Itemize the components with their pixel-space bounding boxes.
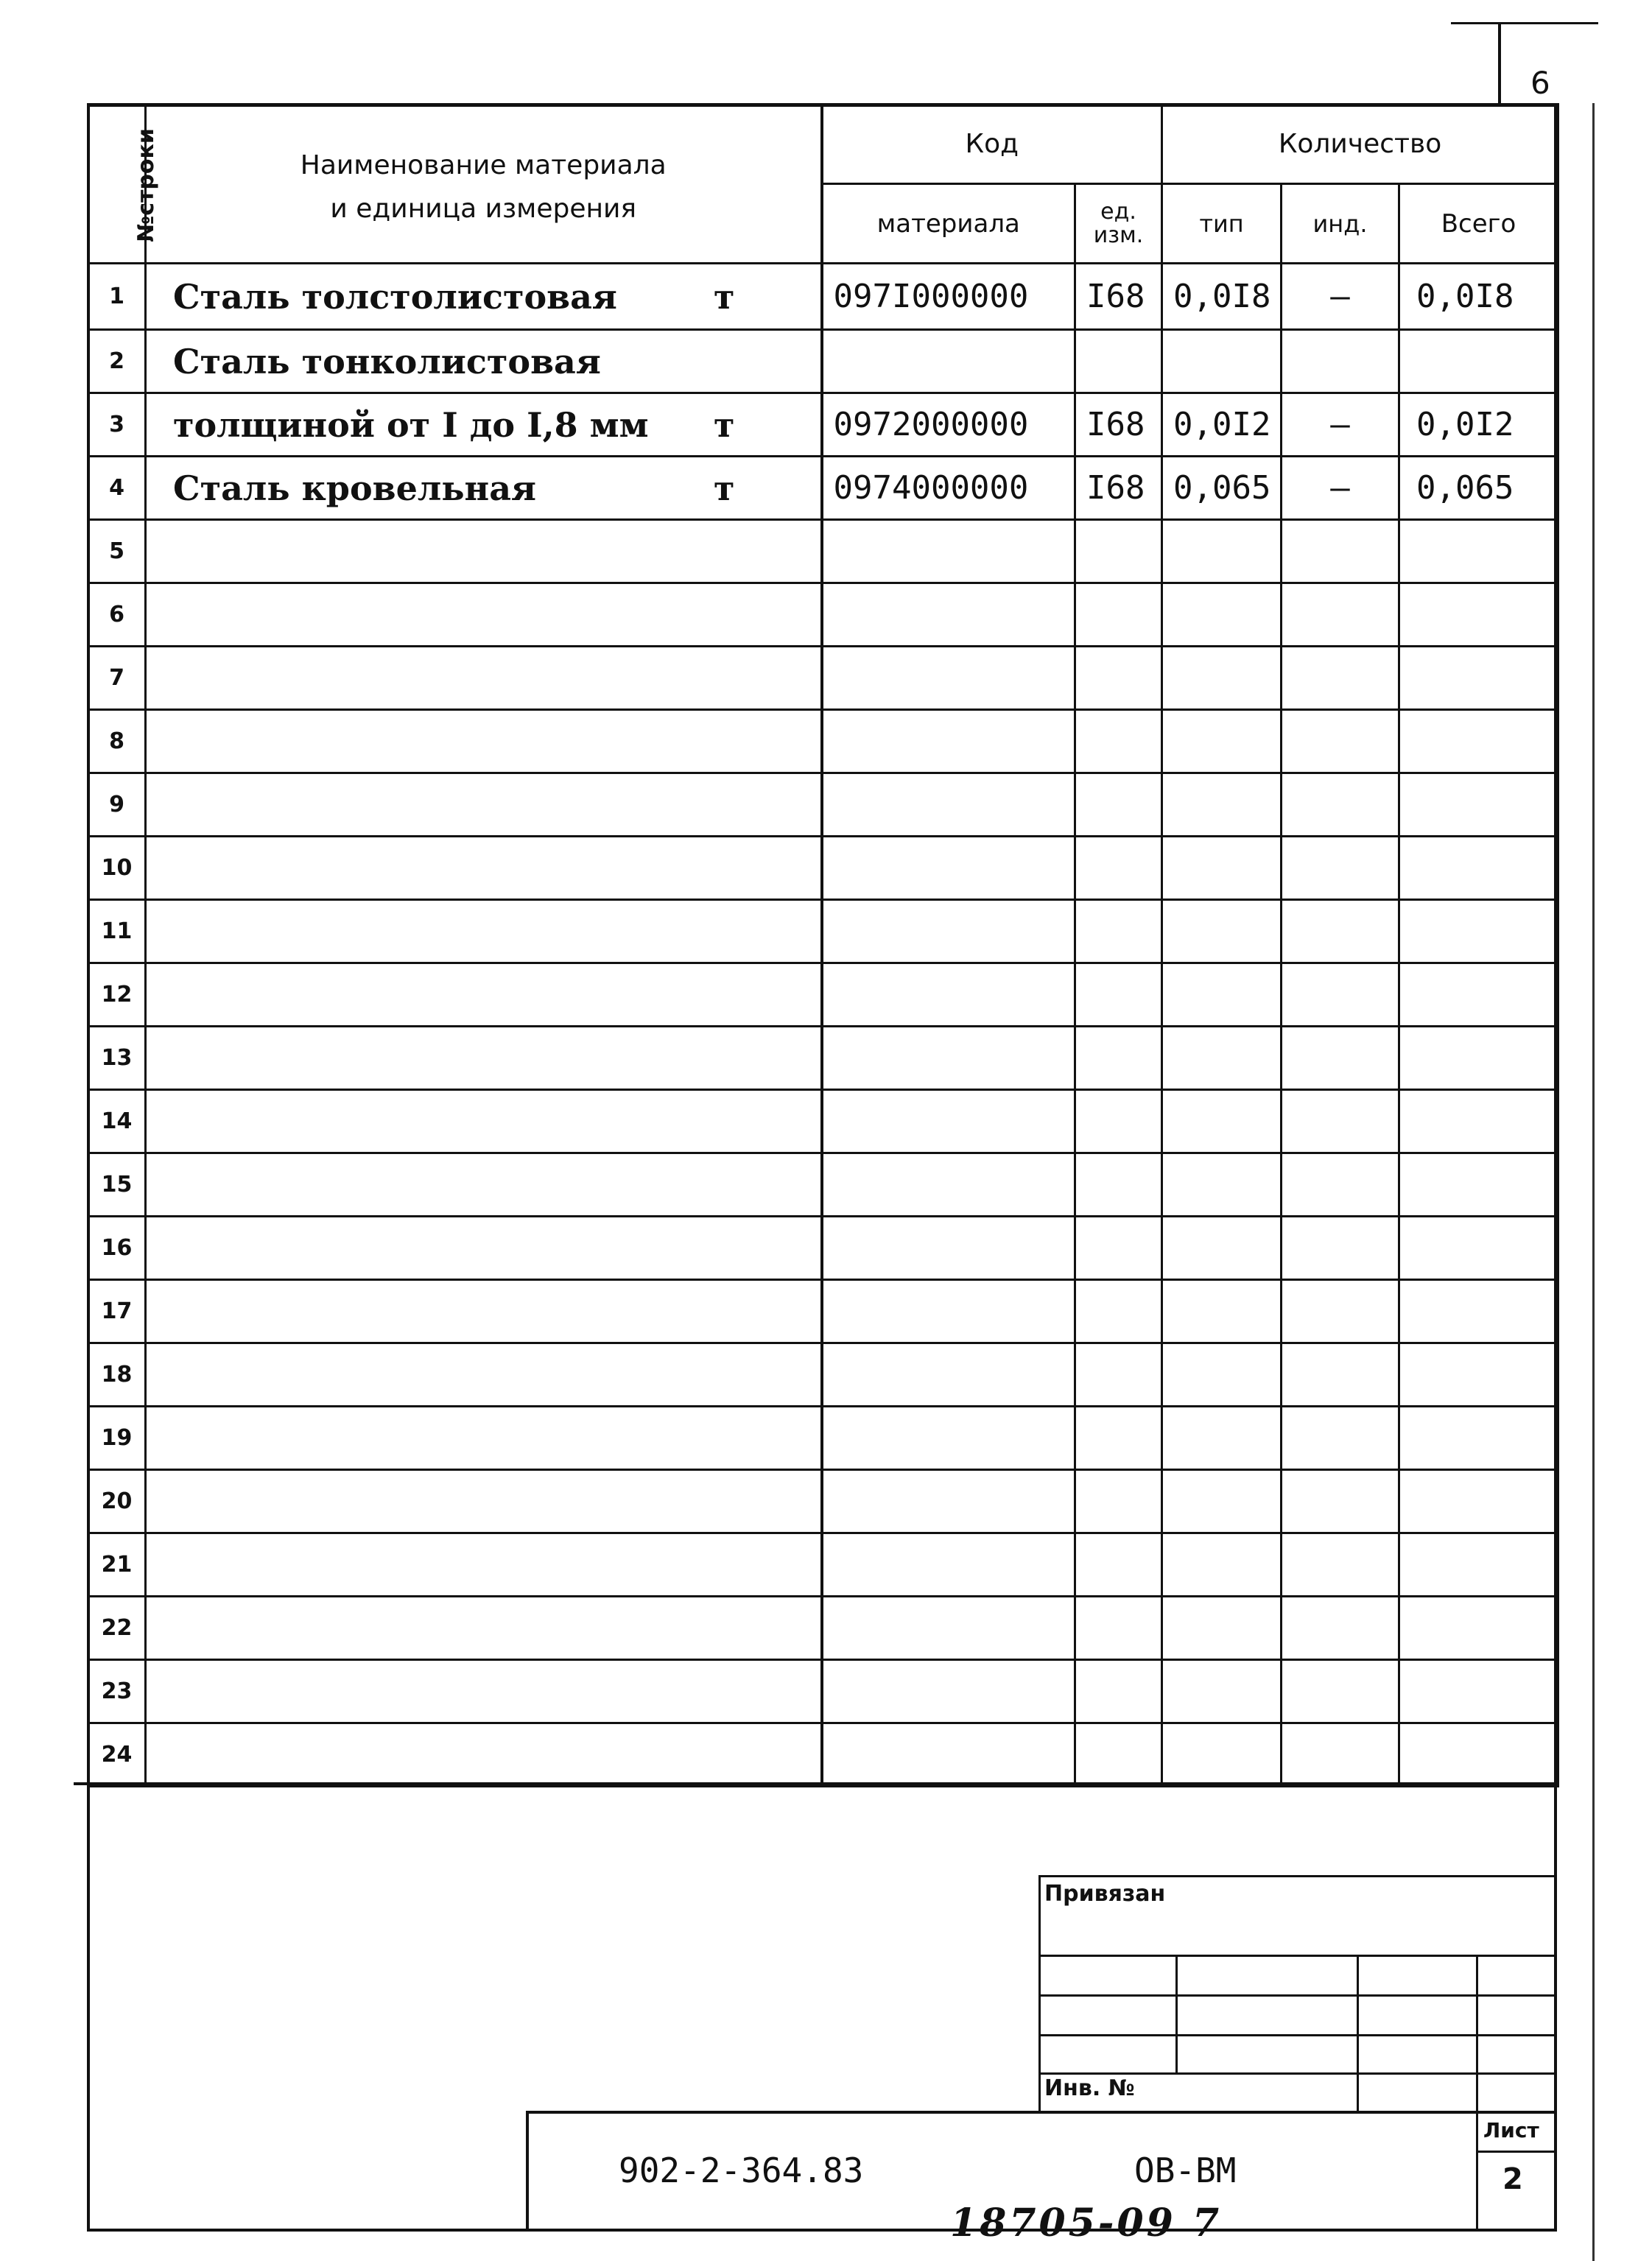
row-number: 9 [88,773,146,837]
material-code: 0972000000 [822,393,1075,457]
table-bottom-rule [74,1782,1557,1785]
quantity-type [1162,963,1282,1027]
quantity-total [1399,1407,1558,1470]
quantity-type [1162,1723,1282,1787]
material-code: 097I000000 [822,264,1075,330]
table-row [88,1153,1558,1217]
header-row-top [88,105,1558,184]
material-code [822,1597,1075,1660]
material-name-text: Сталь толстолистовая [173,276,617,317]
row-number: 23 [88,1660,146,1723]
material-code [822,1407,1075,1470]
row-number: 2 [88,330,146,393]
material-unit: т [714,468,735,508]
quantity-ind [1282,1153,1399,1217]
total-header: Всего [1399,184,1558,264]
unit-code: I68 [1075,457,1162,520]
row-number: 21 [88,1533,146,1597]
material-code: 0974000000 [822,457,1075,520]
material-code [822,1343,1075,1407]
row-number: 20 [88,1470,146,1533]
unit-code [1075,520,1162,583]
row-number-header [88,105,159,264]
quantity-ind [1282,710,1399,773]
material-name [146,837,822,900]
quantity-ind [1282,647,1399,710]
unit-code-header [1075,184,1162,264]
row-number: 5 [88,520,146,583]
quantity-ind [1282,1027,1399,1090]
quantity-type [1162,1470,1282,1533]
quantity-total [1399,583,1558,647]
stamp-grid-line-4 [1038,2072,1557,2075]
material-name [146,264,822,330]
quantity-ind [1282,330,1399,393]
table-row [88,837,1558,900]
table-row [88,393,1558,457]
material-code [822,1470,1075,1533]
unit-code [1075,1090,1162,1153]
quantity-ind [1282,1217,1399,1280]
ind-header: инд. [1282,184,1399,264]
material-code [822,710,1075,773]
material-name [146,1217,822,1280]
row-number: 4 [88,457,146,520]
material-unit: т [714,404,735,445]
quantity-type [1162,837,1282,900]
material-code [822,1217,1075,1280]
unit-code [1075,1660,1162,1723]
table-row [88,773,1558,837]
quantity-type [1162,1153,1282,1217]
material-code [822,1280,1075,1343]
material-code [822,520,1075,583]
material-name [146,1533,822,1597]
row-number: 24 [88,1723,146,1787]
unit-code [1075,1533,1162,1597]
quantity-total [1399,1343,1558,1407]
quantity-total [1399,773,1558,837]
quantity-type [1162,900,1282,963]
unit-code [1075,900,1162,963]
material-name-text: Сталь тонколистовая [173,341,601,381]
unit-code [1075,773,1162,837]
quantity-total [1399,1660,1558,1723]
inventory-number-label: Инв. № [1044,2075,1135,2101]
materials-table [87,103,1559,1787]
quantity-type [1162,1280,1282,1343]
corner-divider [1498,22,1501,103]
stamp-grid-line-2 [1038,1994,1557,1997]
table-row [88,1217,1558,1280]
material-name [146,1027,822,1090]
material-code [822,963,1075,1027]
quantity-ind [1282,1407,1399,1470]
row-number: 19 [88,1407,146,1470]
quantity-type [1162,1027,1282,1090]
quantity-ind [1282,837,1399,900]
material-code [822,1660,1075,1723]
material-code [822,1153,1075,1217]
row-number: 7 [88,647,146,710]
quantity-type [1162,1660,1282,1723]
material-name [146,1407,822,1470]
material-name [146,963,822,1027]
row-number: 11 [88,900,146,963]
sheet-number: 2 [1502,2162,1523,2196]
row-number: 16 [88,1217,146,1280]
quantity-total [1399,710,1558,773]
row-number: 13 [88,1027,146,1090]
quantity-ind [1282,1280,1399,1343]
unit-code [1075,1280,1162,1343]
stamp-left-line [1038,1875,1041,2111]
handwritten-number: 18705-09 7 [950,2201,1223,2246]
stamp-col-line-2 [1357,1955,1359,2111]
unit-code [1075,1470,1162,1533]
table-row [88,1343,1558,1407]
material-name-text: Сталь кровельная [173,468,536,508]
quantity-total [1399,1597,1558,1660]
quantity-ind [1282,773,1399,837]
table-row [88,963,1558,1027]
row-number: 3 [88,393,146,457]
unit-code [1075,583,1162,647]
table-row [88,330,1558,393]
unit-code [1075,1217,1162,1280]
quantity-ind [1282,1660,1399,1723]
material-code [822,647,1075,710]
quantity-total [1399,647,1558,710]
material-name [146,1470,822,1533]
row-number: 1 [88,264,146,330]
table-row [88,1027,1558,1090]
quantity-type [1162,583,1282,647]
unit-code-header-line1: ед. [1100,198,1136,225]
row-number-header-label: №строки [133,128,159,242]
table-row [88,520,1558,583]
material-name [146,457,822,520]
table-row [88,1280,1558,1343]
unit-code [1075,330,1162,393]
table-row [88,264,1558,330]
unit-code: I68 [1075,264,1162,330]
quantity-type [1162,1090,1282,1153]
material-code-header: материала [822,184,1075,264]
quantity-ind [1282,1470,1399,1533]
stamp-col-line-3 [1476,1955,1478,2232]
quantity-ind [1282,1723,1399,1787]
material-name [146,1090,822,1153]
material-name [146,583,822,647]
unit-code [1075,837,1162,900]
material-name [146,900,822,963]
unit-code [1075,1027,1162,1090]
quantity-ind [1282,963,1399,1027]
material-code [822,837,1075,900]
name-header [146,105,822,264]
title-strip-top [526,2111,1557,2114]
material-code [822,330,1075,393]
material-name [146,1343,822,1407]
material-name [146,1153,822,1217]
row-number: 14 [88,1090,146,1153]
quantity-type [1162,773,1282,837]
sheet-edge [1592,103,1595,2261]
title-strip-left [526,2111,529,2232]
quantity-ind [1282,1343,1399,1407]
material-code [822,583,1075,647]
quantity-ind: – [1282,393,1399,457]
row-number: 17 [88,1280,146,1343]
material-name [146,330,822,393]
unit-code: I68 [1075,393,1162,457]
quantity-total [1399,1153,1558,1217]
quantity-type [1162,1533,1282,1597]
material-name [146,773,822,837]
row-number: 10 [88,837,146,900]
material-name [146,1660,822,1723]
unit-code [1075,1723,1162,1787]
row-number: 12 [88,963,146,1027]
unit-code-header-line2: изм. [1093,222,1144,248]
quantity-ind [1282,1533,1399,1597]
quantity-type [1162,520,1282,583]
table-row [88,1597,1558,1660]
quantity-type: 0,065 [1162,457,1282,520]
quantity-type [1162,1217,1282,1280]
quantity-total [1399,900,1558,963]
unit-code [1075,963,1162,1027]
stamp-col-line-1 [1175,1955,1178,2072]
material-code [822,1027,1075,1090]
material-code [822,1533,1075,1597]
type-header: тип [1162,184,1282,264]
quantity-total [1399,963,1558,1027]
quantity-type [1162,1597,1282,1660]
quantity-type [1162,330,1282,393]
quantity-total [1399,1090,1558,1153]
materials-table-body [88,105,1558,1787]
quantity-type [1162,647,1282,710]
quantity-ind [1282,583,1399,647]
material-name [146,1597,822,1660]
quantity-header: Количество [1162,105,1558,184]
unit-code [1075,1343,1162,1407]
table-row [88,1407,1558,1470]
sheet-label-line [1476,2151,1557,2153]
material-unit: т [714,276,735,317]
quantity-total [1399,837,1558,900]
table-row [88,1470,1558,1533]
row-number: 15 [88,1153,146,1217]
material-name [146,1723,822,1787]
quantity-total [1399,1027,1558,1090]
quantity-ind [1282,1090,1399,1153]
material-name [146,393,822,457]
document-mark: ОВ-ВМ [1134,2151,1237,2190]
table-row [88,1090,1558,1153]
quantity-ind: – [1282,457,1399,520]
name-header-line1: Наименование материала [300,150,667,180]
quantity-total [1399,520,1558,583]
quantity-total [1399,1723,1558,1787]
material-code [822,773,1075,837]
quantity-total [1399,1533,1558,1597]
unit-code [1075,1153,1162,1217]
table-row [88,1660,1558,1723]
quantity-ind [1282,520,1399,583]
stamp-top-line [1038,1875,1557,1877]
table-row [88,710,1558,773]
corner-line [1451,22,1598,24]
quantity-ind: – [1282,264,1399,330]
material-name [146,520,822,583]
quantity-type [1162,1407,1282,1470]
linked-label: Привязан [1044,1881,1166,1907]
table-row [88,647,1558,710]
table-row [88,583,1558,647]
row-number: 22 [88,1597,146,1660]
row-number: 18 [88,1343,146,1407]
name-header-line2: и единица измерения [330,193,637,224]
page-number: 6 [1530,65,1550,101]
material-code [822,1090,1075,1153]
stamp-grid-line-3 [1038,2034,1557,2036]
material-name [146,647,822,710]
quantity-ind [1282,900,1399,963]
quantity-total: 0,065 [1399,457,1558,520]
quantity-total [1399,1217,1558,1280]
quantity-total [1399,330,1558,393]
quantity-type [1162,1343,1282,1407]
quantity-type: 0,0I8 [1162,264,1282,330]
document-code: 902-2-364.83 [619,2151,864,2190]
unit-code [1075,1597,1162,1660]
unit-code [1075,647,1162,710]
quantity-ind [1282,1597,1399,1660]
material-name [146,1280,822,1343]
quantity-type [1162,710,1282,773]
table-row [88,1533,1558,1597]
sheet-label: Лист [1483,2118,1539,2142]
quantity-total: 0,0I2 [1399,393,1558,457]
table-row [88,900,1558,963]
quantity-type: 0,0I2 [1162,393,1282,457]
table-row [88,457,1558,520]
unit-code [1075,710,1162,773]
table-row [88,1723,1558,1787]
material-name [146,710,822,773]
row-number: 8 [88,710,146,773]
stamp-grid-line-1 [1038,1955,1557,1957]
code-header: Код [822,105,1162,184]
material-name-text: толщиной от I до I,8 мм [173,404,649,445]
row-number: 6 [88,583,146,647]
material-code [822,1723,1075,1787]
material-code [822,900,1075,963]
quantity-total [1399,1470,1558,1533]
quantity-total: 0,0I8 [1399,264,1558,330]
unit-code [1075,1407,1162,1470]
quantity-total [1399,1280,1558,1343]
